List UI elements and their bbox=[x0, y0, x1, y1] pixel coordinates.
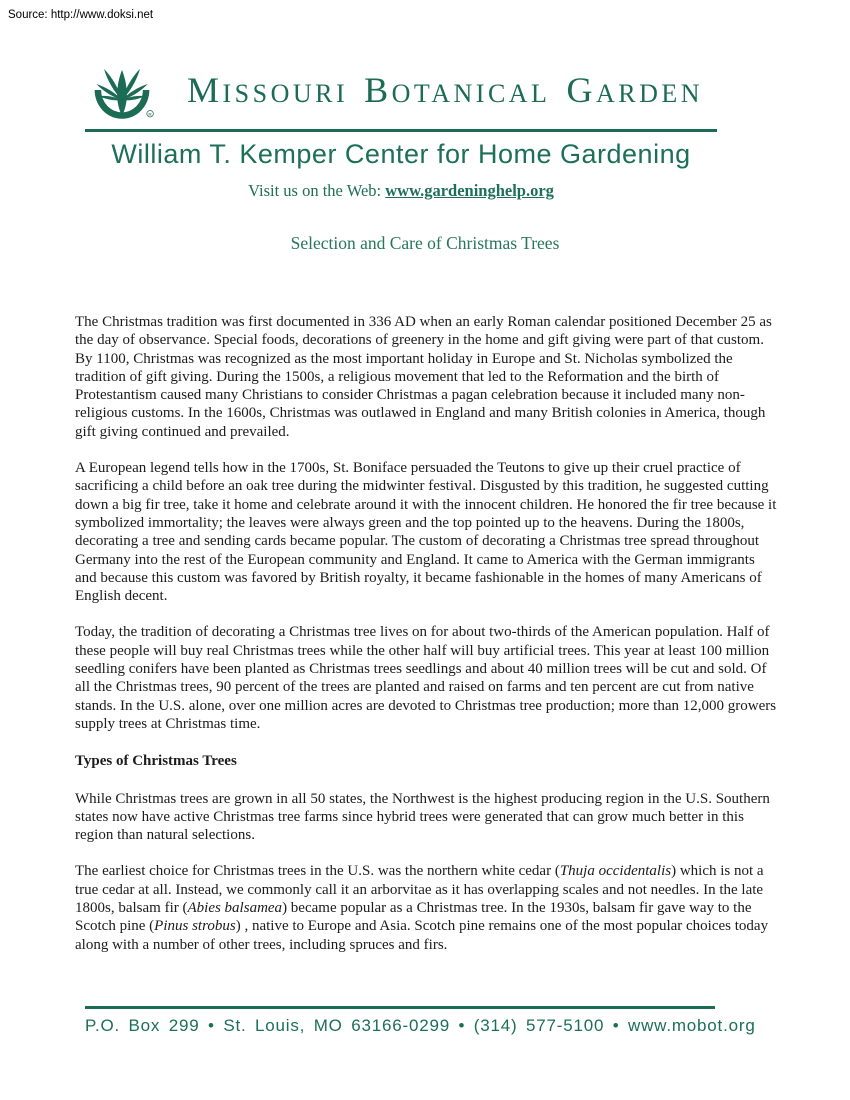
footer-divider bbox=[85, 1006, 715, 1009]
paragraph bbox=[75, 623, 778, 733]
text-segment: The Christmas tradition was first documented in 336 AD when an early Roman calendar positioned December 25 as the day of observance. Special foods, decorations of greenery in the home and gift giving were part of that custom. By 1100, Christmas was recognized as the most important holiday in Europe and St. Nicholas symbolized the tradition of gift giving. During the 1500s, a religious movement that led to the Reformation and the birth of Protestantism caused many Christians to consider Christmas a pagan celebration because it included many non-religious customs. In the 1600s, Christmas was outlawed in England and many British colonies in America, though gift giving continued and prevailed. bbox=[75, 314, 772, 440]
text-segment: ) which is not a true cedar at all. Instead, we commonly call it an arborvitae as it has overlapping scales and not needles. In the late 1800s, balsam fir ( bbox=[75, 863, 764, 917]
center-subtitle: William T. Kemper Center for Home Gardening bbox=[111, 139, 691, 169]
letterhead-footer bbox=[85, 1006, 756, 1036]
page-title: Selection and Care of Christmas Trees bbox=[290, 233, 560, 253]
brand-word-botanical: BOTANICAL bbox=[364, 70, 551, 110]
brand-name bbox=[159, 69, 717, 111]
letterhead-header bbox=[85, 54, 717, 201]
gardeninghelp-link[interactable]: www.gardeninghelp.org bbox=[385, 181, 554, 200]
registered-trademark-icon bbox=[147, 111, 153, 117]
text-segment: Today, the tradition of decorating a Christmas tree lives on for about two-thirds of the American population. Half of these people will buy real Christmas trees while the other half will buy artificial trees. This year at least 100 million seedling conifers have been planted as Christmas trees seedlings and about 40 million trees will be cut and sold. Of all the Christmas trees, 90 percent of the trees are planted and raised on farms and ten percent are cut from native stands. In the U.S. alone, over one million acres are devoted to Christmas tree production; more than 12,000 growers supply trees at Christmas time. bbox=[75, 624, 777, 732]
text-segment: ) became popular as a Christmas tree. In the 1930s, balsam fir gave way to the Scotch pine ( bbox=[75, 900, 752, 935]
text-segment: Types of Christmas Trees bbox=[75, 753, 237, 770]
logo-row bbox=[85, 54, 717, 126]
visit-line bbox=[85, 181, 717, 201]
paragraph bbox=[75, 862, 778, 953]
paragraph bbox=[75, 459, 778, 605]
text-segment: While Christmas trees are grown in all 50 states, the Northwest is the highest producing region in the U.S. Southern states now have active Christmas tree farms since hybrid trees were generated that can grow much better in this region than natural selections. bbox=[75, 790, 770, 844]
section-heading bbox=[75, 752, 778, 770]
text-segment: ) , native to Europe and Asia. Scotch pine remains one of the most popular choices today along with a number of other trees, including spruces and firs. bbox=[75, 918, 769, 953]
text-segment: A European legend tells how in the 1700s, St. Boniface persuaded the Teutons to give up their cruel practice of sacrificing a child before an oak tree during the midwinter festival. Disgusted by this tradition, he suggested cutting down a big fir tree, take it home and celebrate around it with the innocent children. He honored the fir tree because it symbolized immortality; the leaves were always green and the top pointed up to the heavens. During the 1800s, decorating a tree and sending cards became popular. The custom of decorating a Christmas tree spread throughout Germany into the rest of the European community and England. It came to America with the German immigrants and because this custom was favored by British royalty, it became fashionable in the homes of many Americans of English decent. bbox=[75, 460, 777, 605]
footer-contact-line: P.O. Box 299 • St. Louis, MO 63166-0299 • (314) 577-5100 • www.mobot.org bbox=[85, 1015, 756, 1035]
svg-text:R: R bbox=[148, 111, 152, 117]
paragraph bbox=[75, 313, 778, 441]
leaf-emblem-icon bbox=[85, 54, 159, 126]
document-body bbox=[75, 313, 778, 972]
brand-word-missouri: MISSOURI bbox=[186, 70, 349, 110]
header-divider bbox=[85, 129, 717, 132]
latin-name-italic: Thuja occidentalis bbox=[559, 863, 672, 880]
source-note: Source: http://www.doksi.net bbox=[8, 9, 154, 21]
brand-word-garden: GARDEN bbox=[566, 70, 704, 110]
latin-name-italic: Abies balsamea bbox=[187, 900, 283, 917]
text-segment: The earliest choice for Christmas trees in the U.S. was the northern white cedar ( bbox=[75, 863, 560, 880]
latin-name-italic: Pinus strobus bbox=[154, 918, 236, 935]
visit-prefix: Visit us on the Web: bbox=[248, 181, 386, 200]
paragraph bbox=[75, 790, 778, 845]
